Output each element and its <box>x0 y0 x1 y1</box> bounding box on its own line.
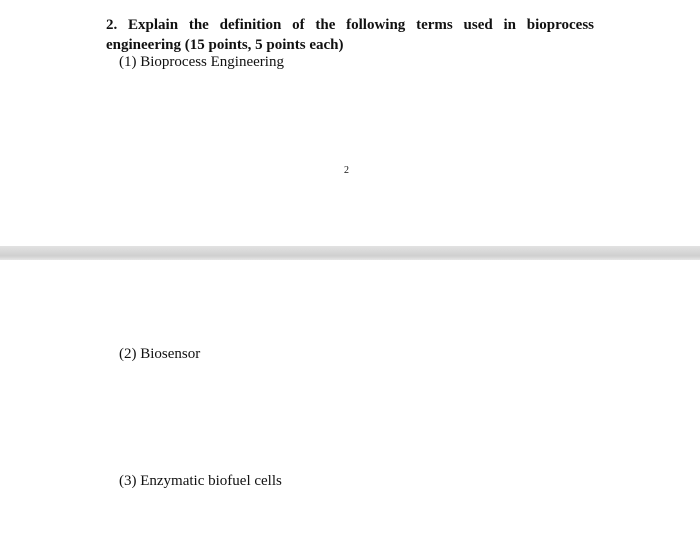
document-page-2 <box>0 260 700 539</box>
term-item-biosensor: (2) Biosensor <box>119 346 201 362</box>
question-heading: 2. Explain the definition of the following terms used in bioprocess engineering (15 points, 5 points each) <box>106 17 594 53</box>
document-page-1 <box>0 0 700 246</box>
page-separator <box>0 246 700 260</box>
term-item-bioprocess-engineering: (1) Bioprocess Engineering <box>119 54 284 70</box>
page-number: 2 <box>344 165 349 176</box>
term-item-enzymatic-biofuel-cells: (3) Enzymatic biofuel cells <box>119 473 282 489</box>
